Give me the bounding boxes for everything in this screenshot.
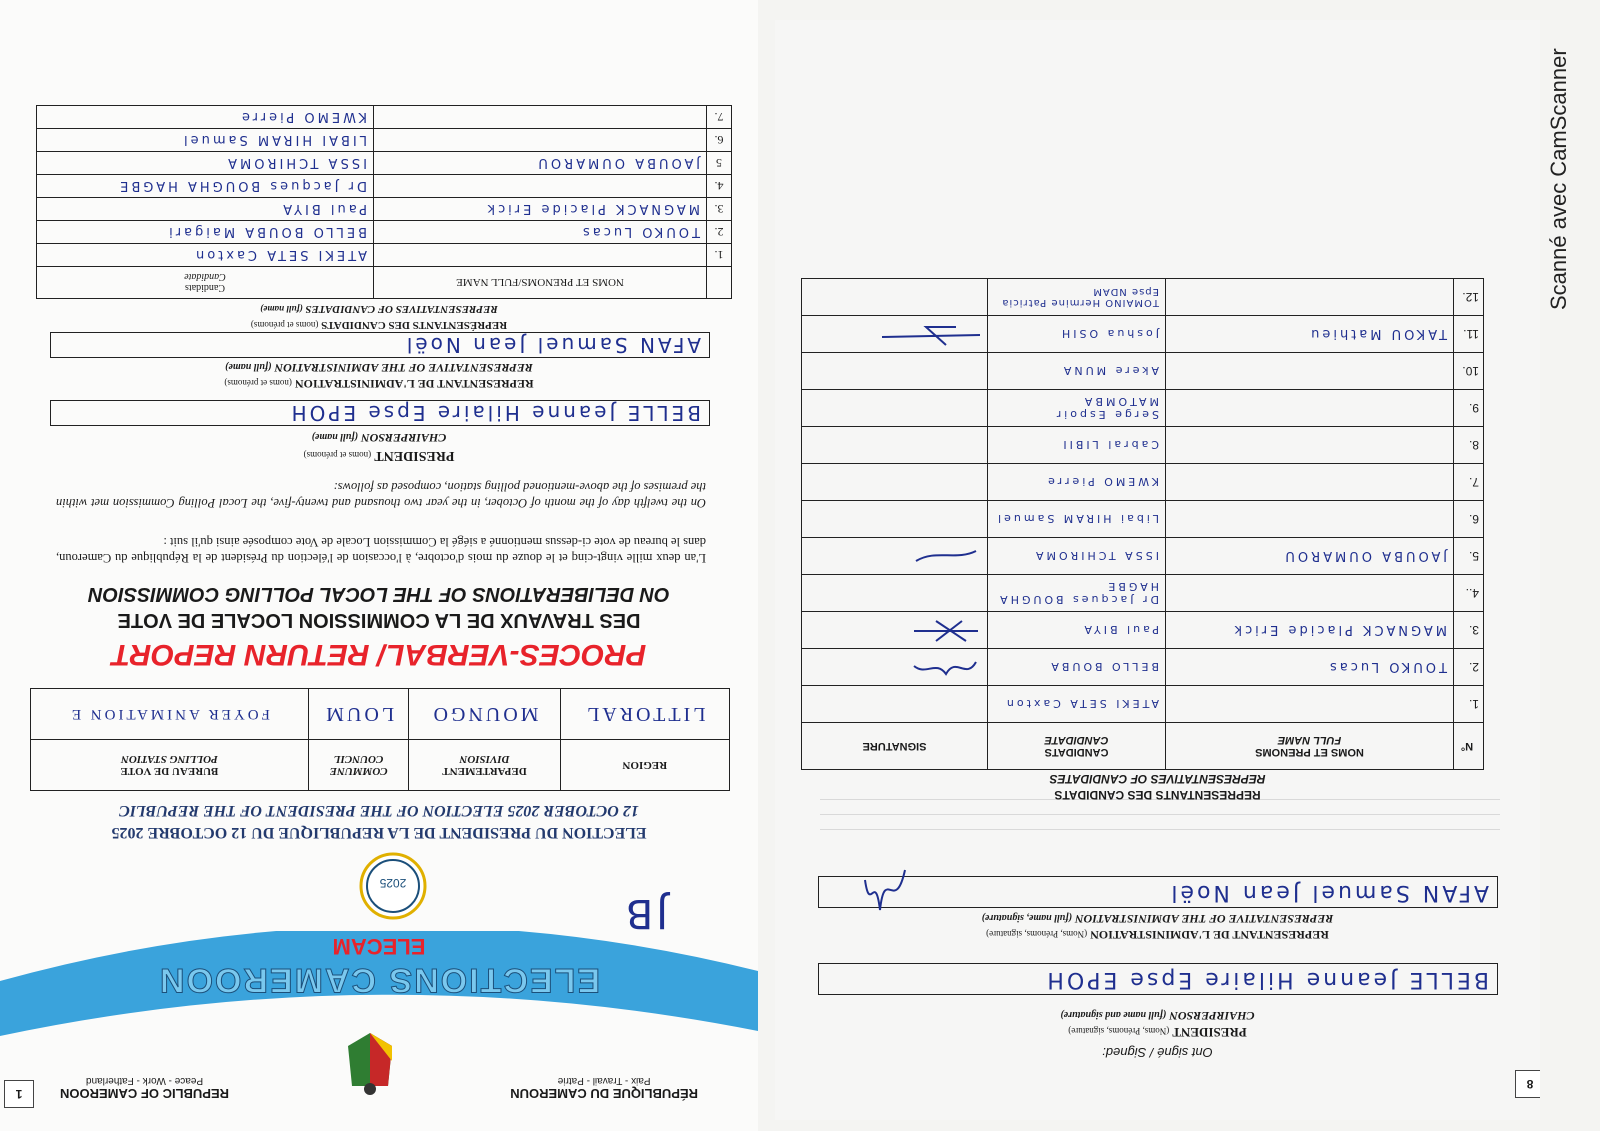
table-row: 9. Serge Espoir MATOMBA	[802, 390, 1484, 427]
table-row: 3. MAGNACK Placide Erick Paul BIYA	[802, 612, 1484, 649]
table-row: 3. MAGNACK Placide Erick Paul BIYA	[37, 198, 732, 221]
left-page-content	[0, 0, 758, 1131]
administration-name-field: AFAN Samuel Jean Noël	[50, 332, 710, 358]
signature-icon	[906, 544, 986, 572]
table-row: 8. Cabral LIBII	[802, 427, 1484, 464]
chairperson-label: CHAIRPERSON (full name)	[311, 431, 447, 445]
president-label: PRESIDENT (Noms, Prénoms, signature)	[1068, 1025, 1247, 1040]
table-row: 11. TAKOU Mathieu Joshua OSIH	[802, 316, 1484, 353]
administration-label-en: REPRESENTATIVE OF THE ADMINISTRATION (full name)	[225, 361, 533, 375]
table-row: 10. Akere MUNA	[802, 353, 1484, 390]
location-table	[30, 688, 730, 791]
col-candidate: CANDIDATS CANDIDATE	[988, 723, 1166, 770]
republic-en: REPUBLIC OF CAMEROON Peace - Work - Fatherland	[60, 1075, 230, 1101]
republic-header	[0, 1031, 758, 1101]
signature-cell	[802, 538, 988, 575]
signature-cell	[802, 390, 988, 427]
table-row: 6. LIBAI HIRAM Samuel	[37, 129, 732, 152]
svg-text:2025: 2025	[379, 876, 407, 890]
signature-cell	[802, 279, 988, 316]
reps-title-fr: REPRESENTANTS DES CANDIDATS	[1054, 788, 1261, 802]
table-row: 1. ATEKI SETA Caxton	[37, 244, 732, 267]
signature-cell	[802, 575, 988, 612]
right-page	[775, 20, 1540, 1120]
signature-cell	[802, 353, 988, 390]
table-row: 5 JAOUBA OUMAROU ISSA TCHIROMA	[37, 152, 732, 175]
chairperson-label: CHAIRPERSON (full name and signature)	[1060, 1009, 1255, 1023]
region-value: LITTORAL	[560, 689, 729, 740]
president-label: PRESIDENT (noms et prénoms)	[303, 448, 455, 463]
header-region: REGION	[560, 740, 729, 791]
signature-cell	[802, 686, 988, 723]
table-row: 6. Libai HIRAM Samuel	[802, 501, 1484, 538]
republic-fr: RÉPUBLIQUE DU CAMEROUN Paix - Travail - Patrie	[510, 1075, 698, 1101]
table-row: 5. JAOUBA OUMAROU ISSA TCHIROMA	[802, 538, 1484, 575]
table-row: 2. TOUKO Lucas BELLO BOUBA Maigari	[37, 221, 732, 244]
banner-subtitle: ELECAM	[332, 934, 426, 959]
administration-label: REPRESENTANT DE L'ADMINISTRATION (noms et prénoms)	[224, 377, 534, 391]
reps-title-en: REPRESENTATIVES OF CANDIDATES	[1049, 772, 1266, 786]
polling-station-value: FOYER ANIMATION E	[31, 689, 309, 740]
signature-cell	[802, 612, 988, 649]
signature-cell	[802, 464, 988, 501]
signature-icon	[906, 655, 986, 683]
location-value-row	[31, 689, 730, 740]
administration-label-en: REPRESENTATIVE OF THE ADMINISTRATION (full name, signature)	[981, 912, 1334, 926]
camscanner-watermark: Scanné avec CamScanner	[1546, 48, 1571, 310]
intro-paragraph-en: On the twelfth day of the month of October, in the year two thousand and twenty-five, the Local Polling Commission met within the premises of the above-mentioned polling station, composed as follows:	[56, 480, 706, 510]
col-number: N°	[1454, 723, 1484, 770]
candidate-reps-label: REPRÉSENTANTS DES CANDIDATS (noms et prénoms)	[250, 319, 508, 331]
header-division: DEPARTEMENT DIVISION	[409, 740, 560, 791]
header-council: COMMUNE COUNCIL	[308, 740, 409, 791]
table-header-row	[802, 723, 1484, 770]
table-row: 1. ATEKI SETA Caxton	[802, 686, 1484, 723]
candidate-reps-table	[36, 105, 732, 299]
handwritten-initials: JB	[622, 890, 668, 936]
signature-icon	[906, 618, 986, 646]
division-value: MOUNGO	[409, 689, 560, 740]
coat-of-arms-icon	[340, 1031, 400, 1101]
col-signature: SIGNATURE	[802, 723, 988, 770]
election-seal-icon	[358, 851, 428, 921]
left-page	[0, 0, 758, 1131]
col-full-name: NOMS ET PRENOMS/FULL NAME	[374, 267, 707, 299]
table-row: 7. KWEMO Pierre	[802, 464, 1484, 501]
table-row: 12. TOMAINO Hermine Patricia Epse NDAM	[802, 279, 1484, 316]
intro-paragraph-fr: L'an deux mille vingt-cinq et le douze du mois d'octobre, à l'occasion de l'élection du Président de la République du Cameroun, dans le bureau de vote ci-dessus mentionné a siégé la Commission Locale de Vote composée ainsi qu'il suit :	[56, 535, 706, 565]
page-number: 1	[4, 1080, 34, 1108]
administration-name-signature-field: AFAN Samuel Jean Noël	[818, 876, 1498, 908]
report-subtitle-fr: DES TRAVAUX DE LA COMMISSION LOCALE DE VOTE	[117, 609, 641, 631]
signature-icon	[876, 322, 986, 350]
council-value: LOUM	[308, 689, 409, 740]
signature-cell	[802, 427, 988, 464]
location-header-row	[31, 740, 730, 791]
page-number: 8	[1515, 1070, 1540, 1098]
signed-title: Ont signé / Signed:	[1102, 1045, 1213, 1060]
col-candidate: Candidats Candidate	[37, 267, 374, 299]
administration-label: REPRESENTANT DE L'ADMINISTRATION (Noms, Prénoms, signature)	[986, 928, 1329, 942]
election-title-en: 12 OCTOBER 2025 ELECTION OF THE PRESIDENT OF THE REPUBLIC	[119, 802, 639, 819]
table-row: 2. TOUKO Lucas BELLO BOUBA	[802, 649, 1484, 686]
signature-cell	[802, 501, 988, 538]
election-title-fr: ELECTION DU PRESIDENT DE LA REPUBLIQUE DU 12 OCTOBRE 2025	[111, 824, 647, 841]
signature-cell	[802, 649, 988, 686]
report-title: PROCES-VERBAL/ RETURN REPORT	[111, 638, 647, 671]
signature-cell	[802, 316, 988, 353]
candidate-reps-label-en: REPRESENTATIVES OF CANDIDATES (full name)	[260, 303, 498, 315]
elecam-banner	[0, 890, 758, 1131]
candidate-reps-signature-table	[801, 278, 1484, 770]
right-page-content	[775, 20, 1540, 1120]
table-row: 7. KWEMO Pierre	[37, 106, 732, 129]
table-row: 4. Dr Jacques BOUGHA HAGBE	[37, 175, 732, 198]
banner-title: ELECTIONS CAMEROON	[157, 961, 601, 999]
president-name-signature-field: BELLE Jeanne Hilaire Epse EPOH	[818, 963, 1498, 995]
president-name-field: BELLE Jeanne Hilaire Epse EPOH	[50, 400, 710, 426]
header-polling-station: BUREAU DE VOTE POLLING STATION	[31, 740, 309, 791]
table-row: 4.. Dr Jacques BOUGHA HAGBE	[802, 575, 1484, 612]
administration-signature-icon	[860, 860, 910, 920]
col-full-name: NOMS ET PRENOMS FULL NAME	[1166, 723, 1454, 770]
candidate-reps-header	[37, 267, 732, 299]
report-subtitle-en: ON DELIBERATIONS OF THE LOCAL POLLING COMMISSION	[88, 583, 670, 605]
